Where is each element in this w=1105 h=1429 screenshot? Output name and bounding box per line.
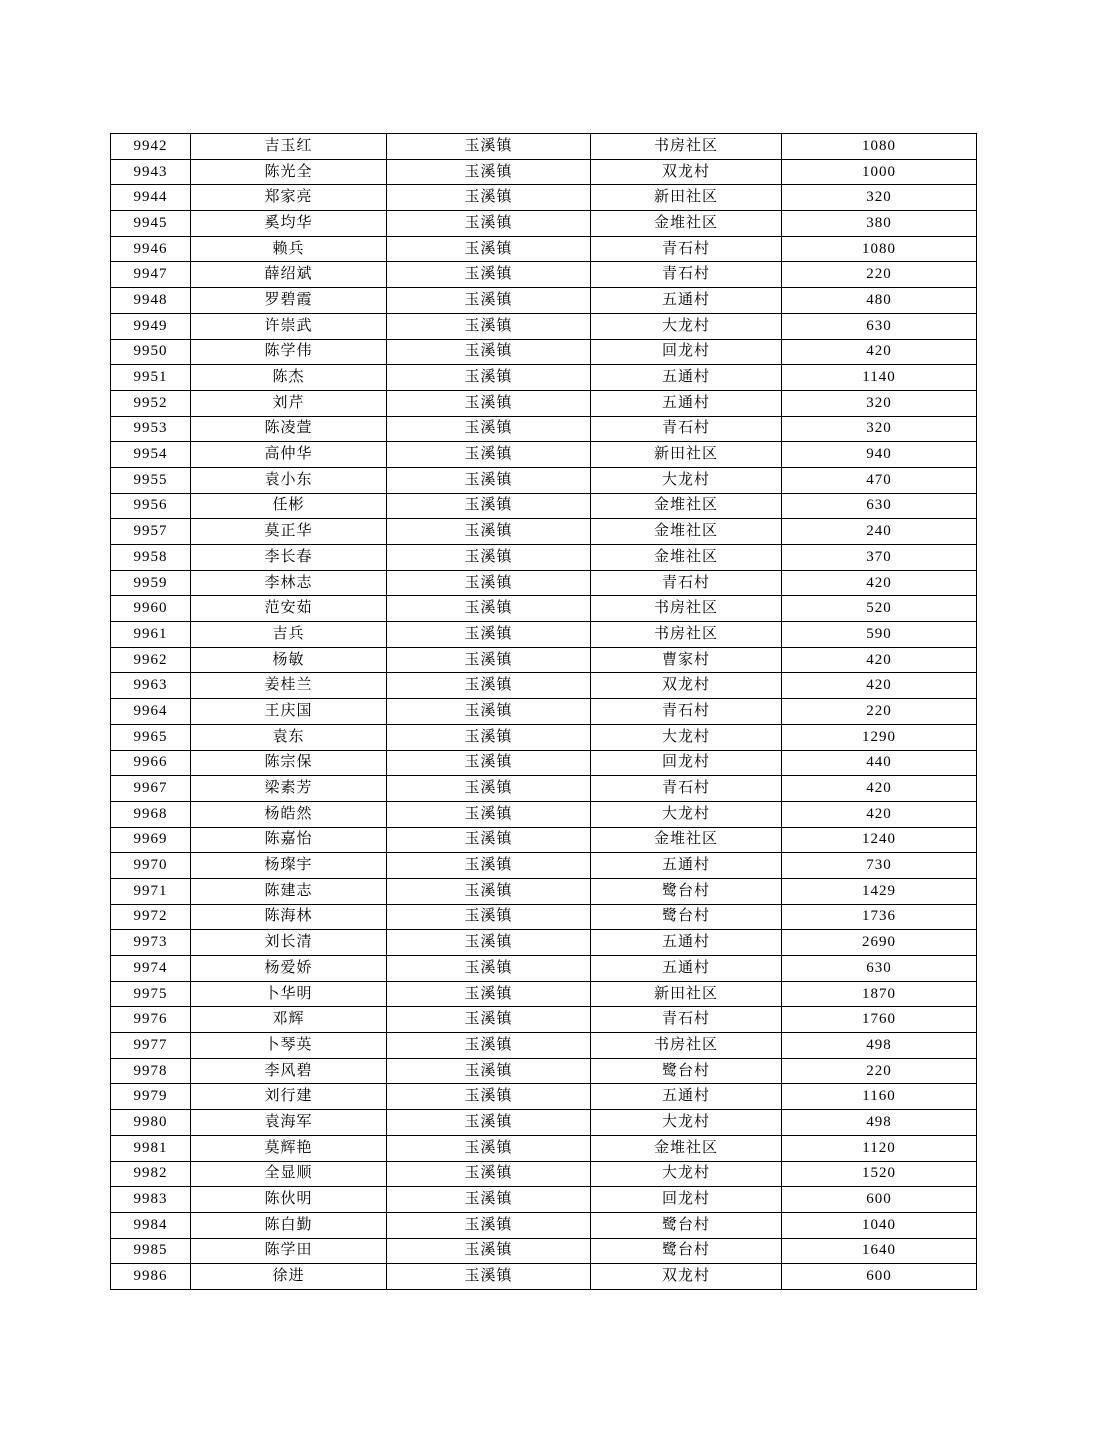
cell-record-id: 9976 [111, 1007, 191, 1033]
cell-village: 鹭台村 [591, 1212, 782, 1238]
cell-record-id: 9973 [111, 930, 191, 956]
cell-town: 玉溪镇 [387, 673, 591, 699]
table-row [111, 853, 977, 879]
cell-village: 鹭台村 [591, 1058, 782, 1084]
cell-amount: 320 [782, 390, 977, 416]
cell-person-name: 高仲华 [191, 442, 387, 468]
cell-town: 玉溪镇 [387, 1212, 591, 1238]
cell-village: 青石村 [591, 699, 782, 725]
cell-village: 双龙村 [591, 673, 782, 699]
cell-person-name: 薛绍斌 [191, 262, 387, 288]
cell-town: 玉溪镇 [387, 159, 591, 185]
table-row [111, 416, 977, 442]
cell-record-id: 9949 [111, 313, 191, 339]
cell-village: 书房社区 [591, 134, 782, 160]
cell-record-id: 9944 [111, 185, 191, 211]
cell-person-name: 陈凌萱 [191, 416, 387, 442]
cell-village: 大龙村 [591, 313, 782, 339]
cell-record-id: 9979 [111, 1084, 191, 1110]
table-row [111, 647, 977, 673]
cell-amount: 1520 [782, 1161, 977, 1187]
cell-town: 玉溪镇 [387, 1033, 591, 1059]
cell-record-id: 9957 [111, 519, 191, 545]
cell-amount: 320 [782, 416, 977, 442]
cell-village: 青石村 [591, 262, 782, 288]
table-row [111, 1058, 977, 1084]
cell-amount: 520 [782, 596, 977, 622]
cell-town: 玉溪镇 [387, 1084, 591, 1110]
cell-village: 回龙村 [591, 750, 782, 776]
table-row [111, 339, 977, 365]
cell-record-id: 9959 [111, 570, 191, 596]
cell-town: 玉溪镇 [387, 750, 591, 776]
table-row [111, 1187, 977, 1213]
cell-person-name: 莫辉艳 [191, 1135, 387, 1161]
table-row [111, 673, 977, 699]
cell-record-id: 9968 [111, 801, 191, 827]
cell-amount: 480 [782, 288, 977, 314]
cell-person-name: 卜华明 [191, 981, 387, 1007]
cell-village: 回龙村 [591, 1187, 782, 1213]
cell-amount: 1140 [782, 365, 977, 391]
records-table [110, 133, 977, 1290]
cell-amount: 730 [782, 853, 977, 879]
cell-town: 玉溪镇 [387, 981, 591, 1007]
table-row [111, 622, 977, 648]
table-row [111, 1212, 977, 1238]
cell-record-id: 9970 [111, 853, 191, 879]
cell-village: 大龙村 [591, 1110, 782, 1136]
cell-town: 玉溪镇 [387, 622, 591, 648]
cell-record-id: 9963 [111, 673, 191, 699]
cell-person-name: 李风碧 [191, 1058, 387, 1084]
cell-village: 青石村 [591, 1007, 782, 1033]
cell-town: 玉溪镇 [387, 185, 591, 211]
cell-amount: 1040 [782, 1212, 977, 1238]
table-row [111, 930, 977, 956]
cell-town: 玉溪镇 [387, 853, 591, 879]
table-row [111, 211, 977, 237]
cell-town: 玉溪镇 [387, 596, 591, 622]
cell-amount: 220 [782, 262, 977, 288]
cell-person-name: 陈海林 [191, 904, 387, 930]
cell-village: 青石村 [591, 416, 782, 442]
cell-record-id: 9961 [111, 622, 191, 648]
cell-record-id: 9943 [111, 159, 191, 185]
cell-amount: 498 [782, 1033, 977, 1059]
cell-record-id: 9947 [111, 262, 191, 288]
cell-amount: 1080 [782, 236, 977, 262]
cell-town: 玉溪镇 [387, 313, 591, 339]
cell-town: 玉溪镇 [387, 416, 591, 442]
cell-town: 玉溪镇 [387, 1238, 591, 1264]
cell-amount: 1160 [782, 1084, 977, 1110]
cell-record-id: 9971 [111, 878, 191, 904]
cell-amount: 380 [782, 211, 977, 237]
cell-record-id: 9952 [111, 390, 191, 416]
cell-town: 玉溪镇 [387, 724, 591, 750]
cell-town: 玉溪镇 [387, 1007, 591, 1033]
table-row [111, 801, 977, 827]
table-row [111, 570, 977, 596]
cell-village: 鹭台村 [591, 878, 782, 904]
cell-record-id: 9966 [111, 750, 191, 776]
cell-record-id: 9975 [111, 981, 191, 1007]
cell-village: 金堆社区 [591, 211, 782, 237]
cell-town: 玉溪镇 [387, 390, 591, 416]
cell-record-id: 9977 [111, 1033, 191, 1059]
cell-person-name: 陈建志 [191, 878, 387, 904]
table-row [111, 956, 977, 982]
cell-amount: 600 [782, 1264, 977, 1290]
table-row [111, 365, 977, 391]
cell-person-name: 李长春 [191, 545, 387, 571]
table-row [111, 313, 977, 339]
cell-person-name: 吉玉红 [191, 134, 387, 160]
table-row [111, 827, 977, 853]
cell-amount: 420 [782, 776, 977, 802]
cell-amount: 420 [782, 673, 977, 699]
cell-town: 玉溪镇 [387, 699, 591, 725]
records-table-body [111, 134, 977, 1290]
table-row [111, 236, 977, 262]
cell-person-name: 罗碧霞 [191, 288, 387, 314]
table-row [111, 159, 977, 185]
table-row [111, 1033, 977, 1059]
cell-village: 新田社区 [591, 981, 782, 1007]
cell-record-id: 9942 [111, 134, 191, 160]
cell-amount: 1000 [782, 159, 977, 185]
cell-amount: 240 [782, 519, 977, 545]
cell-record-id: 9948 [111, 288, 191, 314]
cell-village: 曹家村 [591, 647, 782, 673]
cell-town: 玉溪镇 [387, 904, 591, 930]
cell-record-id: 9960 [111, 596, 191, 622]
cell-person-name: 莫正华 [191, 519, 387, 545]
cell-amount: 220 [782, 699, 977, 725]
cell-town: 玉溪镇 [387, 493, 591, 519]
cell-person-name: 杨皓然 [191, 801, 387, 827]
cell-town: 玉溪镇 [387, 262, 591, 288]
cell-town: 玉溪镇 [387, 467, 591, 493]
cell-village: 青石村 [591, 236, 782, 262]
cell-village: 五通村 [591, 853, 782, 879]
cell-record-id: 9967 [111, 776, 191, 802]
cell-record-id: 9962 [111, 647, 191, 673]
cell-person-name: 杨爱娇 [191, 956, 387, 982]
cell-person-name: 杨璨宇 [191, 853, 387, 879]
table-row [111, 493, 977, 519]
cell-record-id: 9978 [111, 1058, 191, 1084]
cell-village: 双龙村 [591, 159, 782, 185]
cell-town: 玉溪镇 [387, 647, 591, 673]
cell-amount: 498 [782, 1110, 977, 1136]
cell-amount: 630 [782, 493, 977, 519]
table-row [111, 262, 977, 288]
cell-village: 大龙村 [591, 467, 782, 493]
cell-village: 鹭台村 [591, 1238, 782, 1264]
cell-amount: 2690 [782, 930, 977, 956]
cell-record-id: 9969 [111, 827, 191, 853]
cell-amount: 1240 [782, 827, 977, 853]
table-row [111, 1007, 977, 1033]
table-row [111, 724, 977, 750]
cell-amount: 1290 [782, 724, 977, 750]
cell-village: 五通村 [591, 390, 782, 416]
cell-town: 玉溪镇 [387, 134, 591, 160]
cell-village: 金堆社区 [591, 519, 782, 545]
table-row [111, 776, 977, 802]
cell-person-name: 陈杰 [191, 365, 387, 391]
cell-town: 玉溪镇 [387, 1135, 591, 1161]
cell-amount: 470 [782, 467, 977, 493]
cell-town: 玉溪镇 [387, 339, 591, 365]
cell-amount: 1080 [782, 134, 977, 160]
table-row [111, 699, 977, 725]
cell-person-name: 徐进 [191, 1264, 387, 1290]
cell-amount: 1120 [782, 1135, 977, 1161]
cell-amount: 1760 [782, 1007, 977, 1033]
cell-person-name: 任彬 [191, 493, 387, 519]
table-row [111, 1084, 977, 1110]
cell-village: 五通村 [591, 365, 782, 391]
cell-record-id: 9983 [111, 1187, 191, 1213]
cell-record-id: 9985 [111, 1238, 191, 1264]
cell-person-name: 郑家亮 [191, 185, 387, 211]
cell-town: 玉溪镇 [387, 570, 591, 596]
cell-town: 玉溪镇 [387, 827, 591, 853]
cell-person-name: 许崇武 [191, 313, 387, 339]
cell-person-name: 范安茹 [191, 596, 387, 622]
cell-amount: 600 [782, 1187, 977, 1213]
cell-amount: 1640 [782, 1238, 977, 1264]
cell-person-name: 陈嘉怡 [191, 827, 387, 853]
cell-record-id: 9951 [111, 365, 191, 391]
cell-town: 玉溪镇 [387, 1161, 591, 1187]
cell-village: 书房社区 [591, 1033, 782, 1059]
cell-town: 玉溪镇 [387, 236, 591, 262]
cell-village: 五通村 [591, 956, 782, 982]
cell-person-name: 李林志 [191, 570, 387, 596]
cell-person-name: 奚均华 [191, 211, 387, 237]
cell-village: 金堆社区 [591, 493, 782, 519]
cell-amount: 1429 [782, 878, 977, 904]
table-row [111, 1135, 977, 1161]
cell-town: 玉溪镇 [387, 1187, 591, 1213]
cell-record-id: 9982 [111, 1161, 191, 1187]
table-row [111, 467, 977, 493]
cell-amount: 630 [782, 956, 977, 982]
cell-person-name: 袁小东 [191, 467, 387, 493]
cell-record-id: 9950 [111, 339, 191, 365]
cell-amount: 440 [782, 750, 977, 776]
table-row [111, 442, 977, 468]
cell-village: 大龙村 [591, 724, 782, 750]
table-row [111, 981, 977, 1007]
cell-village: 五通村 [591, 288, 782, 314]
cell-person-name: 陈伙明 [191, 1187, 387, 1213]
cell-record-id: 9964 [111, 699, 191, 725]
cell-village: 书房社区 [591, 622, 782, 648]
cell-record-id: 9981 [111, 1135, 191, 1161]
table-row [111, 545, 977, 571]
cell-person-name: 陈宗保 [191, 750, 387, 776]
cell-amount: 1870 [782, 981, 977, 1007]
cell-record-id: 9972 [111, 904, 191, 930]
table-row [111, 134, 977, 160]
table-row [111, 904, 977, 930]
table-row [111, 878, 977, 904]
cell-town: 玉溪镇 [387, 545, 591, 571]
cell-amount: 420 [782, 801, 977, 827]
cell-amount: 630 [782, 313, 977, 339]
table-row [111, 185, 977, 211]
cell-village: 五通村 [591, 930, 782, 956]
cell-person-name: 袁东 [191, 724, 387, 750]
cell-record-id: 9955 [111, 467, 191, 493]
cell-amount: 320 [782, 185, 977, 211]
cell-town: 玉溪镇 [387, 930, 591, 956]
table-row [111, 750, 977, 776]
table-row [111, 596, 977, 622]
table-row [111, 288, 977, 314]
cell-person-name: 陈光全 [191, 159, 387, 185]
cell-record-id: 9965 [111, 724, 191, 750]
cell-town: 玉溪镇 [387, 365, 591, 391]
table-row [111, 1110, 977, 1136]
cell-record-id: 9953 [111, 416, 191, 442]
cell-town: 玉溪镇 [387, 1058, 591, 1084]
cell-village: 金堆社区 [591, 545, 782, 571]
cell-person-name: 陈白勤 [191, 1212, 387, 1238]
cell-town: 玉溪镇 [387, 878, 591, 904]
cell-amount: 370 [782, 545, 977, 571]
cell-person-name: 姜桂兰 [191, 673, 387, 699]
cell-person-name: 刘芹 [191, 390, 387, 416]
cell-town: 玉溪镇 [387, 211, 591, 237]
cell-town: 玉溪镇 [387, 1264, 591, 1290]
cell-record-id: 9956 [111, 493, 191, 519]
cell-town: 玉溪镇 [387, 288, 591, 314]
cell-amount: 1736 [782, 904, 977, 930]
cell-village: 青石村 [591, 776, 782, 802]
cell-village: 大龙村 [591, 1161, 782, 1187]
cell-person-name: 陈学伟 [191, 339, 387, 365]
table-row [111, 1238, 977, 1264]
cell-amount: 420 [782, 570, 977, 596]
cell-person-name: 赖兵 [191, 236, 387, 262]
cell-amount: 420 [782, 647, 977, 673]
table-row [111, 1161, 977, 1187]
cell-person-name: 陈学田 [191, 1238, 387, 1264]
cell-person-name: 卜琴英 [191, 1033, 387, 1059]
cell-village: 五通村 [591, 1084, 782, 1110]
cell-amount: 220 [782, 1058, 977, 1084]
cell-record-id: 9945 [111, 211, 191, 237]
cell-village: 书房社区 [591, 596, 782, 622]
cell-village: 鹭台村 [591, 904, 782, 930]
table-row [111, 519, 977, 545]
cell-record-id: 9974 [111, 956, 191, 982]
cell-record-id: 9984 [111, 1212, 191, 1238]
cell-amount: 420 [782, 339, 977, 365]
cell-record-id: 9954 [111, 442, 191, 468]
cell-town: 玉溪镇 [387, 956, 591, 982]
cell-village: 金堆社区 [591, 1135, 782, 1161]
cell-amount: 590 [782, 622, 977, 648]
cell-village: 青石村 [591, 570, 782, 596]
cell-record-id: 9986 [111, 1264, 191, 1290]
cell-town: 玉溪镇 [387, 801, 591, 827]
cell-person-name: 刘行建 [191, 1084, 387, 1110]
cell-village: 回龙村 [591, 339, 782, 365]
cell-person-name: 邓辉 [191, 1007, 387, 1033]
table-row [111, 390, 977, 416]
cell-town: 玉溪镇 [387, 519, 591, 545]
cell-person-name: 梁素芳 [191, 776, 387, 802]
cell-record-id: 9980 [111, 1110, 191, 1136]
cell-town: 玉溪镇 [387, 1110, 591, 1136]
table-row [111, 1264, 977, 1290]
cell-record-id: 9958 [111, 545, 191, 571]
cell-person-name: 王庆国 [191, 699, 387, 725]
cell-person-name: 吉兵 [191, 622, 387, 648]
cell-person-name: 全显顺 [191, 1161, 387, 1187]
cell-village: 新田社区 [591, 442, 782, 468]
cell-village: 大龙村 [591, 801, 782, 827]
cell-village: 双龙村 [591, 1264, 782, 1290]
cell-record-id: 9946 [111, 236, 191, 262]
cell-person-name: 杨敏 [191, 647, 387, 673]
cell-person-name: 刘长清 [191, 930, 387, 956]
cell-village: 新田社区 [591, 185, 782, 211]
cell-amount: 940 [782, 442, 977, 468]
cell-town: 玉溪镇 [387, 442, 591, 468]
cell-person-name: 袁海军 [191, 1110, 387, 1136]
cell-village: 金堆社区 [591, 827, 782, 853]
cell-town: 玉溪镇 [387, 776, 591, 802]
